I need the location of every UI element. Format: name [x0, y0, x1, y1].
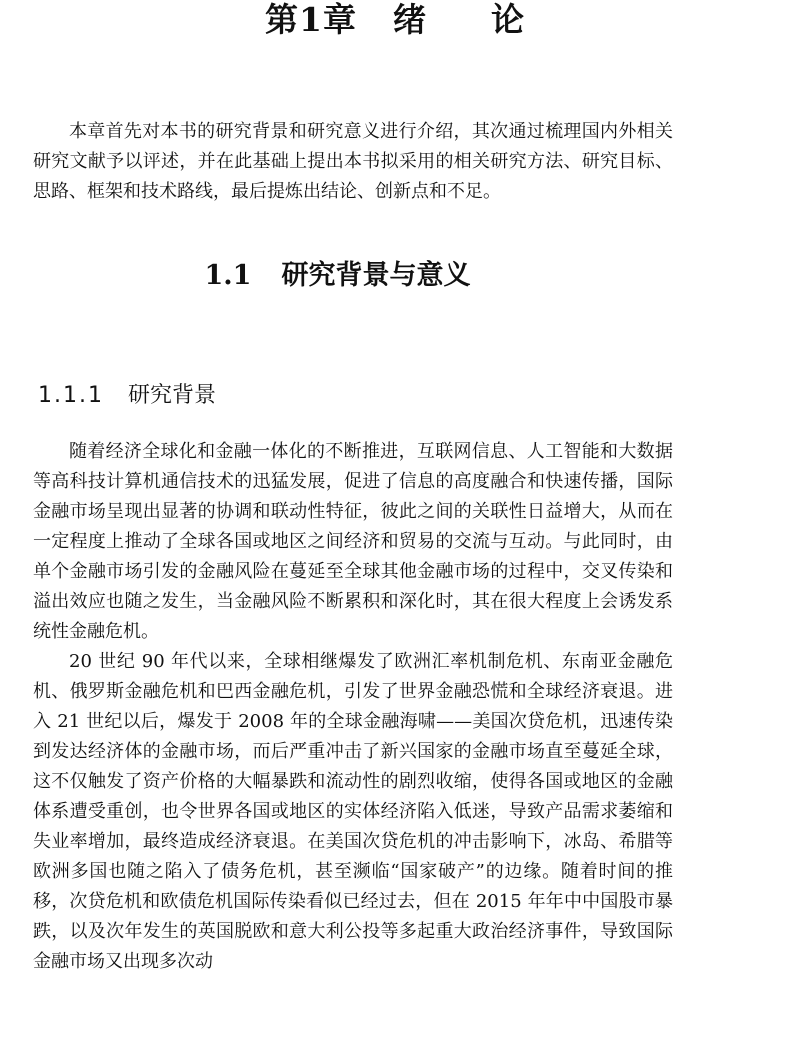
chapter-title-char-1: 绪	[392, 0, 427, 39]
subsection-title: 研究背景	[127, 383, 216, 408]
body-paragraph-2: 20 世纪 90 年代以来，全球相继爆发了欧洲汇率机制危机、东南亚金融危机、俄罗斯金融危机和巴西金融危机，引发了世界金融恐慌和全球经济衰退。进入 21 世纪以后，爆发于 2008 年的全球金融海啸——美国次贷危机，迅速传染到发达经济体的金融市场，而后严重冲击了新兴国家的金融市场直至蔓延全球，这不仅触发了资产价格的大幅暴跌和流动性的剧烈收缩，使得各国或地区的金融体系遭受重创，也令世界各国或地区的实体经济陷入低迷，导致产品需求萎缩和失业率增加，最终造成经济衰退。在美国次贷危机的冲击影响下，冰岛、希腊等欧洲多国也随之陷入了债务危机，甚至濒临“国家破产”的边缘。随着时间的推移，次贷危机和欧债危机国际传染看似已经过去，但在 2015 年年中中国股市暴跌，以及次年发生的英国脱欧和意大利公投等多起重大政治经济事件，导致国际金融市场又出现多次动	[33, 651, 673, 972]
section-heading	[0, 254, 675, 298]
subsection-heading	[38, 376, 216, 416]
body-paragraph-1: 随着经济全球化和金融一体化的不断推进，互联网信息、人工智能和大数据等高科技计算机通信技术的迅猛发展，促进了信息的高度融合和快速传播，国际金融市场呈现出显著的协调和联动性特征，彼此之间的关联性日益增大，从而在一定程度上推动了全球各国或地区之间经济和贸易的交流与互动。与此同时，由单个金融市场引发的金融风险在蔓延至全球其他金融市场的过程中，交叉传染和溢出效应也随之发生，当金融风险不断累积和深化时，其在很大程度上会诱发系统性金融危机。	[33, 441, 673, 642]
chapter-intro-paragraph: 本章首先对本书的研究背景和研究意义进行介绍，其次通过梳理国内外相关研究文献予以评述，并在此基础上提出本书拟采用的相关研究方法、研究目标、思路、框架和技术路线，最后提炼出结论、创新点和不足。	[33, 121, 673, 202]
chapter-number: 1	[299, 0, 323, 39]
section-number: 1.1	[204, 260, 252, 291]
chapter-title	[0, 0, 790, 40]
chapter-label-prefix: 第	[265, 0, 300, 39]
section-title: 研究背景与意义	[281, 260, 471, 291]
chapter-label-suffix: 章	[322, 0, 357, 39]
subsection-number: 1.1.1	[38, 383, 104, 408]
chapter-title-char-2: 论	[490, 0, 525, 39]
